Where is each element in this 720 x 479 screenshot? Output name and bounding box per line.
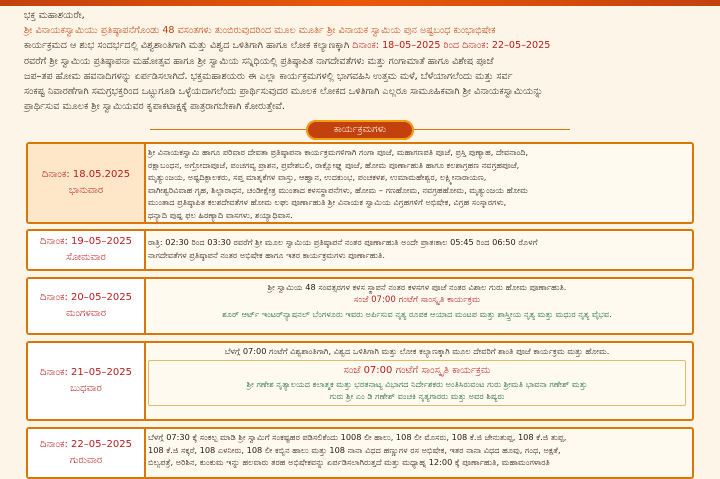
date-box <box>28 429 146 477</box>
program-date: ದಿನಾಂಕ: 20–05–2025 <box>40 292 132 303</box>
program-line: ನಾಗದೇವತೆಗಳ ಪ್ರತಿಷ್ಠಾಪನೆ ನಂತರ ಅಭಿಷೇಕ ಹಾಗೂ ಇತರ ಕಾರ್ಯಕ್ರಮಗಳು ಪೂರ್ಣಾಹುತಿ. <box>148 249 385 260</box>
intro-paragraph <box>24 8 700 114</box>
intro-date-range: ದಿನಾಂಕ: 18–05–2025 ರಿಂದ ದಿನಾಂಕ: 22–05–2025 <box>352 40 551 52</box>
program-weekday: ಭಾನುವಾರ <box>68 185 104 196</box>
program-date: ದಿನಾಂಕ: 18.05.2025 <box>41 169 131 180</box>
program-details <box>148 345 686 406</box>
program-day-4 <box>26 341 694 421</box>
date-box <box>28 279 146 333</box>
program-weekday: ಗುರುವಾರ <box>69 455 103 466</box>
program-line: ಶ್ರೀ ಗಣೇಶ ನೃತ್ಯಾಲಯದ ಕಲಾತ್ಮಕ ಮತ್ತು ಭರತನಾಟ್ಯ ವಿಭಾಗದ ನಿರ್ದೇಶಕರು ಅಂತಿಸಿರುವಂಟ ಗುರು ಶ್ರೀಮತಿ ಭಾವನಾ ಗಣೇಶ್ ಮತ್ತು <box>246 378 588 389</box>
program-line: ಶ್ರೀ ಸ್ವಾಮಿಯ 48 ಸಂವತ್ಸರಗಳ ಕಳಸ ಸ್ಥಾಪನೆ ನಂತರ ಕಳಸಗಳ ಪೂಜೆ ನಂತರ ವಿಶಾಲ ಗುರು ಹೋಮ ಪೂರ್ಣಾಹುತಿ. <box>267 282 567 292</box>
evening-program: ಸಂಜೆ 07:00 ಗಂಟೆಗೆ ಸಾಂಸ್ಕೃತಿ ಕಾರ್ಯಕ್ರಮ <box>353 294 481 305</box>
program-details <box>148 236 686 261</box>
program-line: ಧನ್ಯಾದಿ ಪುಷ್ಪ ಫಲ ಹಿರಣ್ಯಾದಿ ವಾಸಗಳು, ಶಯ್ಯಾಧಿವಾಸ. <box>148 209 293 220</box>
program-date: ದಿನಾಂಕ: 21–05–2025 <box>40 367 132 378</box>
program-day-1 <box>26 142 694 224</box>
program-date: ದಿನಾಂಕ: 22–05–2025 <box>40 439 132 450</box>
program-details <box>148 146 686 222</box>
intro-line: ಪ್ರಾರ್ಥಿಸುವ ಮೂಲಕ ಶ್ರೀ ಸ್ವಾಮಿಯವರ ಕೃಪಾಕಟಾಕ್ಷಕ್ಕೆ ಪಾತ್ರರಾಗಬೇಕಾಗಿ ಕೋರುತ್ತೇವೆ. <box>24 101 285 113</box>
intro-line-1: ಶ್ರೀ ವಿನಾಯಕಸ್ವಾಮಿಯು ಪ್ರತಿಷ್ಠಾಪನೆಗೊಂಡು 48 ವಸಂತಗಳು ತುಂಬಿರುವುದರಿಂದ ಮೂಲ ಮೂರ್ತಿ ಶ್ರೀ ವಿನಾಯಕ ಸ್ವಾಮಿಯ ಪುನ ಅಷ್ಟಬಂಧ ಕುಂಭಾಭಿಷೇಕ <box>24 25 496 37</box>
program-line: ಬೆಳಗ್ಗೆ 07:00 ಗಂಟೆಗೆ ವಿಶ್ವಶಾಂತಿಗಾಗಿ, ವಿಶ್ವದ ಒಳಿತಿಗಾಗಿ ಮತ್ತು ಲೋಕ ಕಲ್ಯಾಣಕ್ಕಾಗಿ ಮೂಲ ದೇವರಿಗೆ ಶಾಂತಿ ಪೂಜೆ ಕಾರ್ಯಕ್ರಮ ಮತ್ತು ಹೋಮ. <box>224 346 610 356</box>
program-weekday: ಬುಧವಾರ <box>70 383 102 394</box>
program-date: ದಿನಾಂಕ: 19–05–2025 <box>40 236 132 247</box>
divider-left <box>150 129 306 130</box>
program-details <box>148 431 686 469</box>
program-day-5 <box>26 427 694 479</box>
intro-line <box>24 38 700 53</box>
program-line: ಮುಂತಾದ ಪ್ರತಿಷ್ಠಾಪಿತ ಕಲಶದೇವತೆಗಳ ಹೋಮ ಲಘು ಪೂರ್ಣಾಹುತಿ ಶ್ರೀ ವಿನಾಯಕ ಸ್ವಾಮಿಯ ವಿಗ್ರಹಗಳಿಗೆ ಅಭಿಷೇಕ, ವಿಗ್ರಹ ಸಂಸ್ಕಾರಗಳು, <box>148 197 507 208</box>
program-line: 108 ಕೆ.ಜಿ ಸಕ್ಕರೆ, 108 ಎಳನೀರು, 108 ಲೀ ಕಬ್ಬಿನ ಹಾಲು ಮತ್ತು 108 ನಾನಾ ವಿಧದ ಹಣ್ಣುಗಳ ರಸ ಅಭಿಷೇಕ, ಇತರ ನಾನಾ ವಿಧದ ಹೂವು, ಗಂಧ, ಅಕ್ಷತೆ, <box>148 444 561 455</box>
program-line: ಮೃತ್ಯುಂಜಯ, ಅಷ್ಟದಿಕ್ಪಾಲಕರು, ಸಪ್ತ ಮಾತೃಕೆಗಳ ವಾಸ್ತು, ಆಹ್ವಾನ, ಉದಕುಂಭ, ಪಂಚಕಳಶ, ಉಮಾಮಹೇಶ್ವರ, ಲಕ್ಷ್ಮೀನಾರಾಯಣ, <box>148 172 487 183</box>
program-day-3 <box>26 277 694 335</box>
date-box <box>28 231 146 269</box>
divider-right <box>414 129 570 130</box>
intro-line: ರವರೆಗೆ ಶ್ರೀ ಸ್ವಾಮಿಯ ಪ್ರತಿಷ್ಠಾಪನಾ ಮಹೋತ್ಸವ ಹಾಗೂ ಶ್ರೀ ಸ್ವಾಮಿಯ ಸನ್ನಿಧಿಯಲ್ಲಿ ಪ್ರತಿಷ್ಠಾಪಿತ ನಾಗದೇವತೆಗಳು ಮತ್ತು ಗಂಗಾಮಾತೆ ಹಾಗೂ ವಿಶೇಷ ಪೂಜೆ <box>24 55 494 67</box>
date-box <box>28 343 146 419</box>
programs-heading: ಕಾರ್ಯಕ್ರಮಗಳು <box>306 120 414 140</box>
intro-line <box>24 23 700 38</box>
program-line: ರಾತ್ರಿ: 02:30 ರಿಂದ 03:30 ರವರೆಗೆ ಶ್ರೀ ಮೂಲ ಸ್ವಾಮಿಯ ಪ್ರತಿಷ್ಠಾಪನೆ ನಂತರ ಪೂರ್ಣಾಹುತಿ ಅಂದೇ ಪ್ರಾತಃಕಾಲ 05:45 ರಿಂದ 06:50 ರೊಳಗೆ <box>148 237 538 247</box>
program-line: ಬೆಳಗ್ಗೆ 07:30 ಕ್ಕೆ ಸಂಕಲ್ಪ ಮಾಡಿ ಶ್ರೀ ಸ್ವಾಮಿಗೆ ಸಂಕಷ್ಟಹರ ಪಡಿಸಲಿಕೆಂದು 1008 ಲೀ ಹಾಲು, 108 ಲೀ ಮೊಸರು, 108 ಕೆ.ಜಿ ಜೇನುತುಪ್ಪ, 108 ಕೆ.ಜಿ ತುಪ್ಪ, <box>148 432 567 442</box>
intro-line-2a: ಕಾರ್ಯಕ್ರಮದ ಆ ಶುಭ ಸಂದರ್ಭದಲ್ಲಿ ವಿಶ್ವಶಾಂತಿಗಾಗಿ ಮತ್ತು ವಿಶ್ವದ ಒಳಿತಿಗಾಗಿ ಹಾಗೂ ಲೋಕ ಕಲ್ಯಾಣಕ್ಕಾಗಿ <box>24 40 350 52</box>
program-line: ಬಿಲ್ವಪತ್ರೆ, ಅರಿಶಿನ, ಕುಂಕುಮ ಇನ್ನು ಹಲವಾರು ತರಹ ಅಭಿಷೇಕವನ್ನು ಏರ್ಪಡಿಸಲಾಗಿರುತ್ತದೆ ಮತ್ತು ಮಧ್ಯಾಹ್ನ 12:00 ಕ್ಕೆ ಪೂರ್ಣಾಹುತಿ, ಮಹಾಮಂಗಳಾರತಿ <box>148 457 550 468</box>
program-line: ವಾಗೀಶ್ವರಿವಿವಾಹ ಗೃಹ, ಶಿಲ್ಪಾರಾಧನ, ಚಂಡೀಕ್ಷೇತ್ರ ಮುಂತಾದ ಕಳಸಸ್ಥಾಪನೆಗಳು, ಹೋಮ – ಗಣಹೋಮ, ನವಗ್ರಹಹೋಮ, ಮೃತ್ಯುಂಜಯ ಹೋಮ <box>148 184 528 195</box>
program-line: ಶೂರ್ ಆರ್ಟ್ ಇಂಟರ್‌ನ್ಯಾಷನಲ್ ಬೆಂಗಳೂರು ಇವರು ಅರ್ಪಿಸುವ ನೃತ್ಯ ರೂಪಕ ಆಯಾದ ಮಂಟಪ ಮತ್ತು ಶಾಸ್ತ್ರೀಯ ನೃತ್ಯ ಮತ್ತು ಮಧುರ ನೃತ್ಯ ವೈಭವ. <box>222 309 612 320</box>
intro-line: ಸಂಕಷ್ಟ ನಿವಾರಣೆಗಾಗಿ ಸಮಗ್ರಭಕ್ತರಿಂದ ಒಟ್ಟುಗೂಡಿ ಒಳ್ಳೆಯದಾಗಲೆಂದು ಪ್ರಾರ್ಥಿಸುವುದರ ಮೂಲಕ ಲೋಕದ ಒಳಿತಿಗಾಗಿ ಎಲ್ಲರೂ ಸಾಮೂಹಿಕವಾಗಿ ಶ್ರೀ ವಿನಾಯಕಸ್ವಾಮಿಯನ್ನು <box>24 86 543 98</box>
program-line: ರಕ್ಷಾಬಂಧನ, ಅಗ್ರೋದಾಪೂಜೆ, ಪಂಚಗವ್ಯ ಪ್ರಾಶನ, ಪ್ರವೇಶಬಲಿ, ರಾಕ್ಷೋಘ್ನ ಪೂಜೆ, ಹೋಮ ಪೂರ್ಣಾಹುತಿ ಹಾಗೂ ಕಲಶಾಗ್ರಹಣ ನವಗ್ರಹಪೂಜೆ, <box>148 159 520 170</box>
program-details <box>148 281 686 321</box>
program-weekday: ಸೋಮವಾರ <box>66 252 106 263</box>
evening-program: ಸಂಜೆ 07:00 ಗಂಟೆಗೆ ಸಾಂಸ್ಕೃತಿ ಕಾರ್ಯಕ್ರಮ <box>343 364 491 376</box>
program-weekday: ಮಂಗಳವಾರ <box>65 308 107 319</box>
top-color-band <box>0 0 720 6</box>
intro-line: ಜಪ–ತಪ ಹೋಮ ಹವನಾದಿಗಳನ್ನು ಏರ್ಪಡಿಸಲಾಗಿದೆ. ಭಕ್ತಮಹಾಶಯರು ಈ ಎಲ್ಲಾ ಕಾರ್ಯಕ್ರಮಗಳಲ್ಲಿ ಭಾಗವಹಿಸಿ ಉತ್ತಮ ಮಳೆ, ಬೆಳೆಯಾಗಲೆಂದು ಮತ್ತು ಸರ್ವ <box>24 70 513 82</box>
evening-program-box <box>148 360 686 406</box>
program-line: ಗುರು ಶ್ರೀ ಎಂ ಡಿ ಗಣೇಶ್ ವಂಚಕಿ ನೃತ್ಯಗಾರರು ಮತ್ತು ಅವರ ಶಿಷ್ಯರು <box>329 391 505 402</box>
date-box <box>28 144 146 222</box>
program-line: ಶ್ರೀ ವಿನಾಯಕಸ್ವಾಮಿ ಹಾಗೂ ಪರಿವಾರ ದೇವತಾ ಪ್ರತಿಷ್ಠಾಪನಾ ಕಾರ್ಯಕ್ರಮಗಳಿಗಾಗಿ ಗಂಗಾ ಪೂಜೆ, ಮಹಾಗಣಪತಿ ಪೂಜೆ, ಪ್ರಸ್ತಿ ಪುಣ್ಯಾಹ, ದೇವನಾಂದಿ, <box>148 147 529 157</box>
program-day-2 <box>26 229 694 271</box>
greeting: ಭಕ್ತ ಮಹಾಶಯರೇ, <box>24 10 85 21</box>
